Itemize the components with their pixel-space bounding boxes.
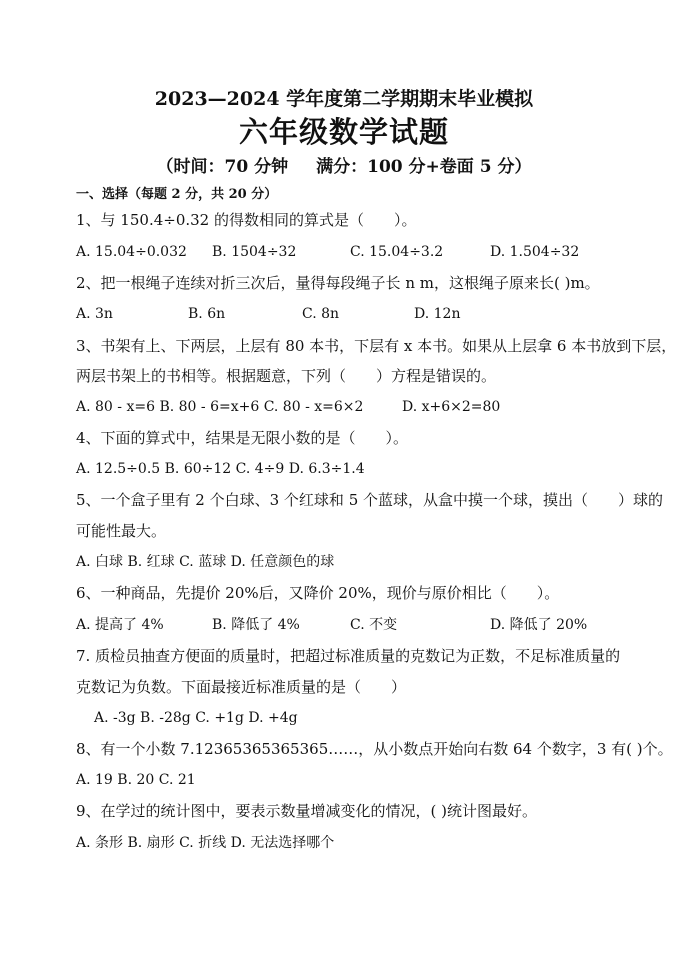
question-1-stem: 1、与 150.4÷0.32 的得数相同的算式是（ ）。 [76,211,417,229]
question-1-option-a: A. 15.04÷0.032 [76,244,187,260]
question-2-option-d: D. 12n [414,306,461,322]
question-3-stem-line-2: 两层书架上的书相等。根据题意，下列（ ）方程是错误的。 [76,367,497,385]
exam-score: 满分：100 分+卷面 5 分） [316,157,532,177]
question-2-option-c: C. 8n [302,306,340,322]
exam-term-title: 2023—2024 学年度第二学期期末毕业模拟 [154,88,534,110]
question-6-option-a: A. 提高了 4% [76,617,164,633]
question-8-stem: 8、有一个小数 7.12365365365365……，从小数点开始向右数 64 个数字，3 有( )个。 [76,740,673,758]
question-2-option-b: B. 6n [188,306,226,322]
question-7-options: A. -3g B. -28g C. +1g D. +4g [94,710,298,726]
question-3-stem-line-1: 3、书架有上、下两层，上层有 80 本书，下层有 x 本书。如果从上层拿 6 本书放到下层， [76,337,677,355]
question-6-option-c: C. 不变 [350,617,398,633]
section-heading: 一、选择（每题 2 分，共 20 分） [76,187,278,202]
question-5-stem-line-1: 5、一个盒子里有 2 个白球、3 个红球和 5 个蓝球，从盒中摸一个球，摸出（ ）球的 [76,491,664,509]
question-6-stem: 6、一种商品，先提价 20%后，又降价 20%，现价与原价相比（ ）。 [76,584,560,602]
question-8-options: A. 19 B. 20 C. 21 [76,772,196,788]
question-1-option-d: D. 1.504÷32 [490,244,580,260]
question-6-option-d: D. 降低了 20% [490,617,588,633]
exam-main-title: 六年级数学试题 [238,115,449,149]
question-7-stem-line-2: 克数记为负数。下面最接近标准质量的是（ ） [76,678,407,696]
question-4-options: A. 12.5÷0.5 B. 60÷12 C. 4÷9 D. 6.3÷1.4 [76,461,365,477]
exam-info [0,157,688,177]
question-7-stem-line-1: 7. 质检员抽查方便面的质量时，把超过标准质量的克数记为正数，不足标准质量的 [76,647,621,665]
question-4-stem: 4、下面的算式中，结果是无限小数的是（ ）。 [76,429,409,447]
question-2-stem: 2、把一根绳子连续对折三次后，量得每段绳子长 n m，这根绳子原来长( )m。 [76,274,600,292]
question-6-option-b: B. 降低了 4% [212,617,300,633]
question-1-option-b: B. 1504÷32 [212,244,297,260]
question-3-option-d: D. x+6×2=80 [402,399,501,415]
question-2-option-a: A. 3n [76,306,113,322]
exam-time: （时间：70 分钟 [156,157,289,177]
question-5-options: A. 白球 B. 红球 C. 蓝球 D. 任意颜色的球 [76,554,335,570]
question-9-stem: 9、在学过的统计图中，要表示数量增减变化的情况，( )统计图最好。 [76,802,538,820]
question-3-options-abc: A. 80 - x=6 B. 80 - 6=x+6 C. 80 - x=6×2 [76,399,364,415]
question-5-stem-line-2: 可能性最大。 [76,522,167,540]
question-1-option-c: C. 15.04÷3.2 [350,244,444,260]
question-9-options: A. 条形 B. 扇形 C. 折线 D. 无法选择哪个 [76,835,335,851]
